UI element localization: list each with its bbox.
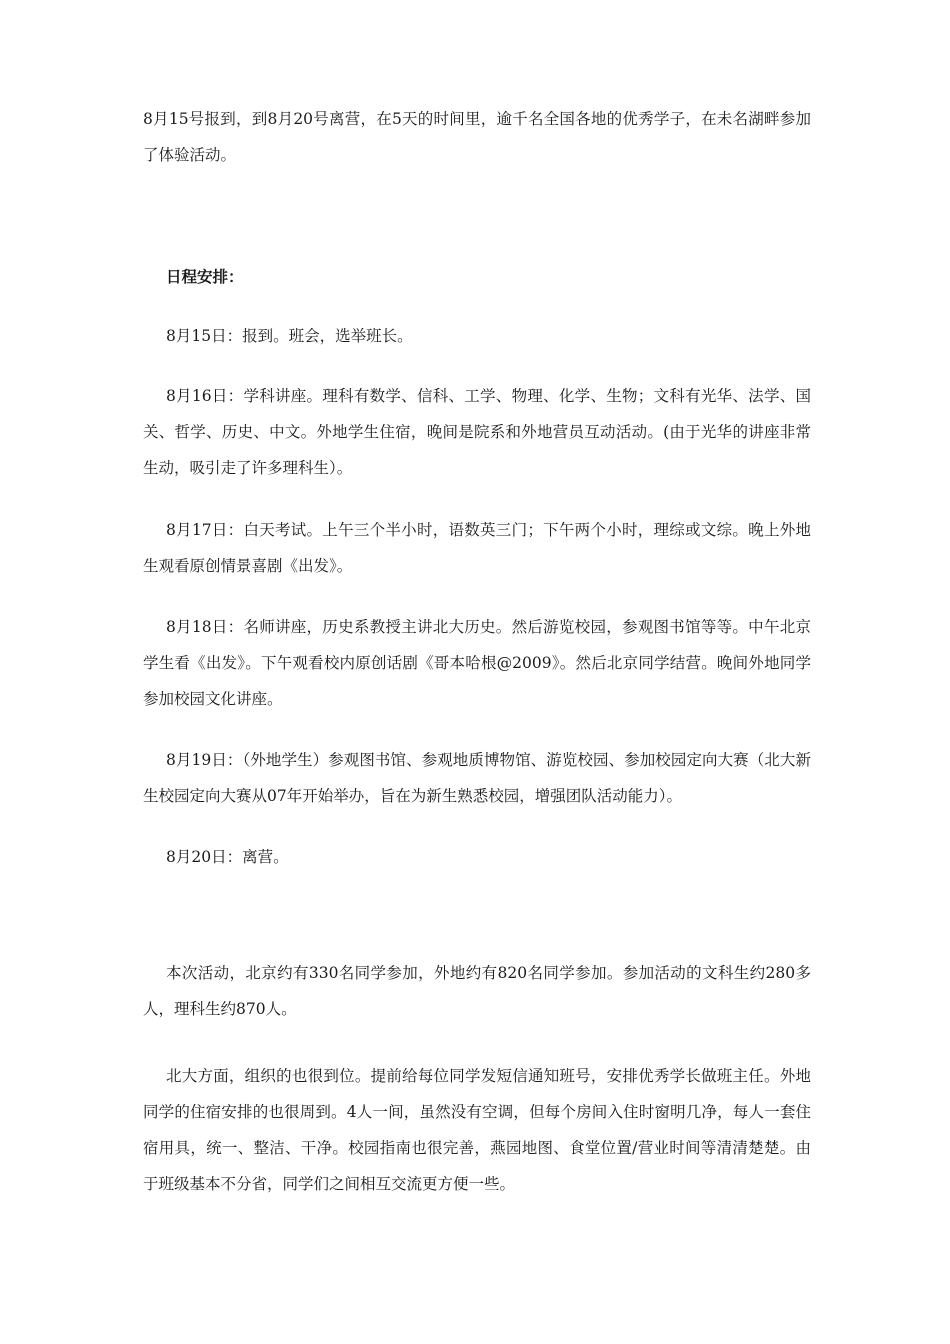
schedule-heading: 日程安排：: [166, 267, 244, 286]
schedule-day-16: 8月16日：学科讲座。理科有数学、信科、工学、物理、化学、生物；文科有光华、法学、国关、哲学、历史、中文。外地学生住宿，晚间是院系和外地营员互动活动。(由于光华的讲座非常生动，吸引走了许多理科生）。: [143, 387, 811, 477]
organization-paragraph: 北大方面，组织的也很到位。提前给每位同学发短信通知班号，安排优秀学长做班主任。外地同学的住宿安排的也很周到。4人一间，虽然没有空调，但每个房间入住时窗明几净，每人一套住宿用具，统一、整洁、干净。校园指南也很完善，燕园地图、食堂位置/营业时间等清清楚楚。由于班级基本不分省，同学们之间相互交流更方便一些。: [143, 1067, 811, 1193]
participants-paragraph: 本次活动，北京约有330名同学参加，外地约有820名同学参加。参加活动的文科生约280多人，理科生约870人。: [143, 964, 811, 1018]
schedule-day-17: 8月17日：白天考试。上午三个半小时，语数英三门；下午两个小时，理综或文综。晚上外地生观看原创情景喜剧《出发》。: [143, 521, 811, 575]
schedule-day-19: 8月19日：（外地学生）参观图书馆、参观地质博物馆、游览校园、参加校园定向大赛（北大新生校园定向大赛从07年开始举办，旨在为新生熟悉校园，增强团队活动能力）。: [143, 751, 811, 805]
schedule-day-15: 8月15日：报到。班会，选举班长。: [166, 327, 413, 345]
intro-paragraph: 8月15号报到，到8月20号离营，在5天的时间里，逾千名全国各地的优秀学子，在未名湖畔参加了体验活动。: [143, 110, 811, 164]
schedule-day-18: 8月18日：名师讲座，历史系教授主讲北大历史。然后游览校园，参观图书馆等等。中午北京学生看《出发》。下午观看校内原创话剧《哥本哈根@2009》。然后北京同学结营。晚间外地同学参加校园文化讲座。: [143, 618, 811, 708]
schedule-day-20: 8月20日：离营。: [166, 848, 289, 866]
